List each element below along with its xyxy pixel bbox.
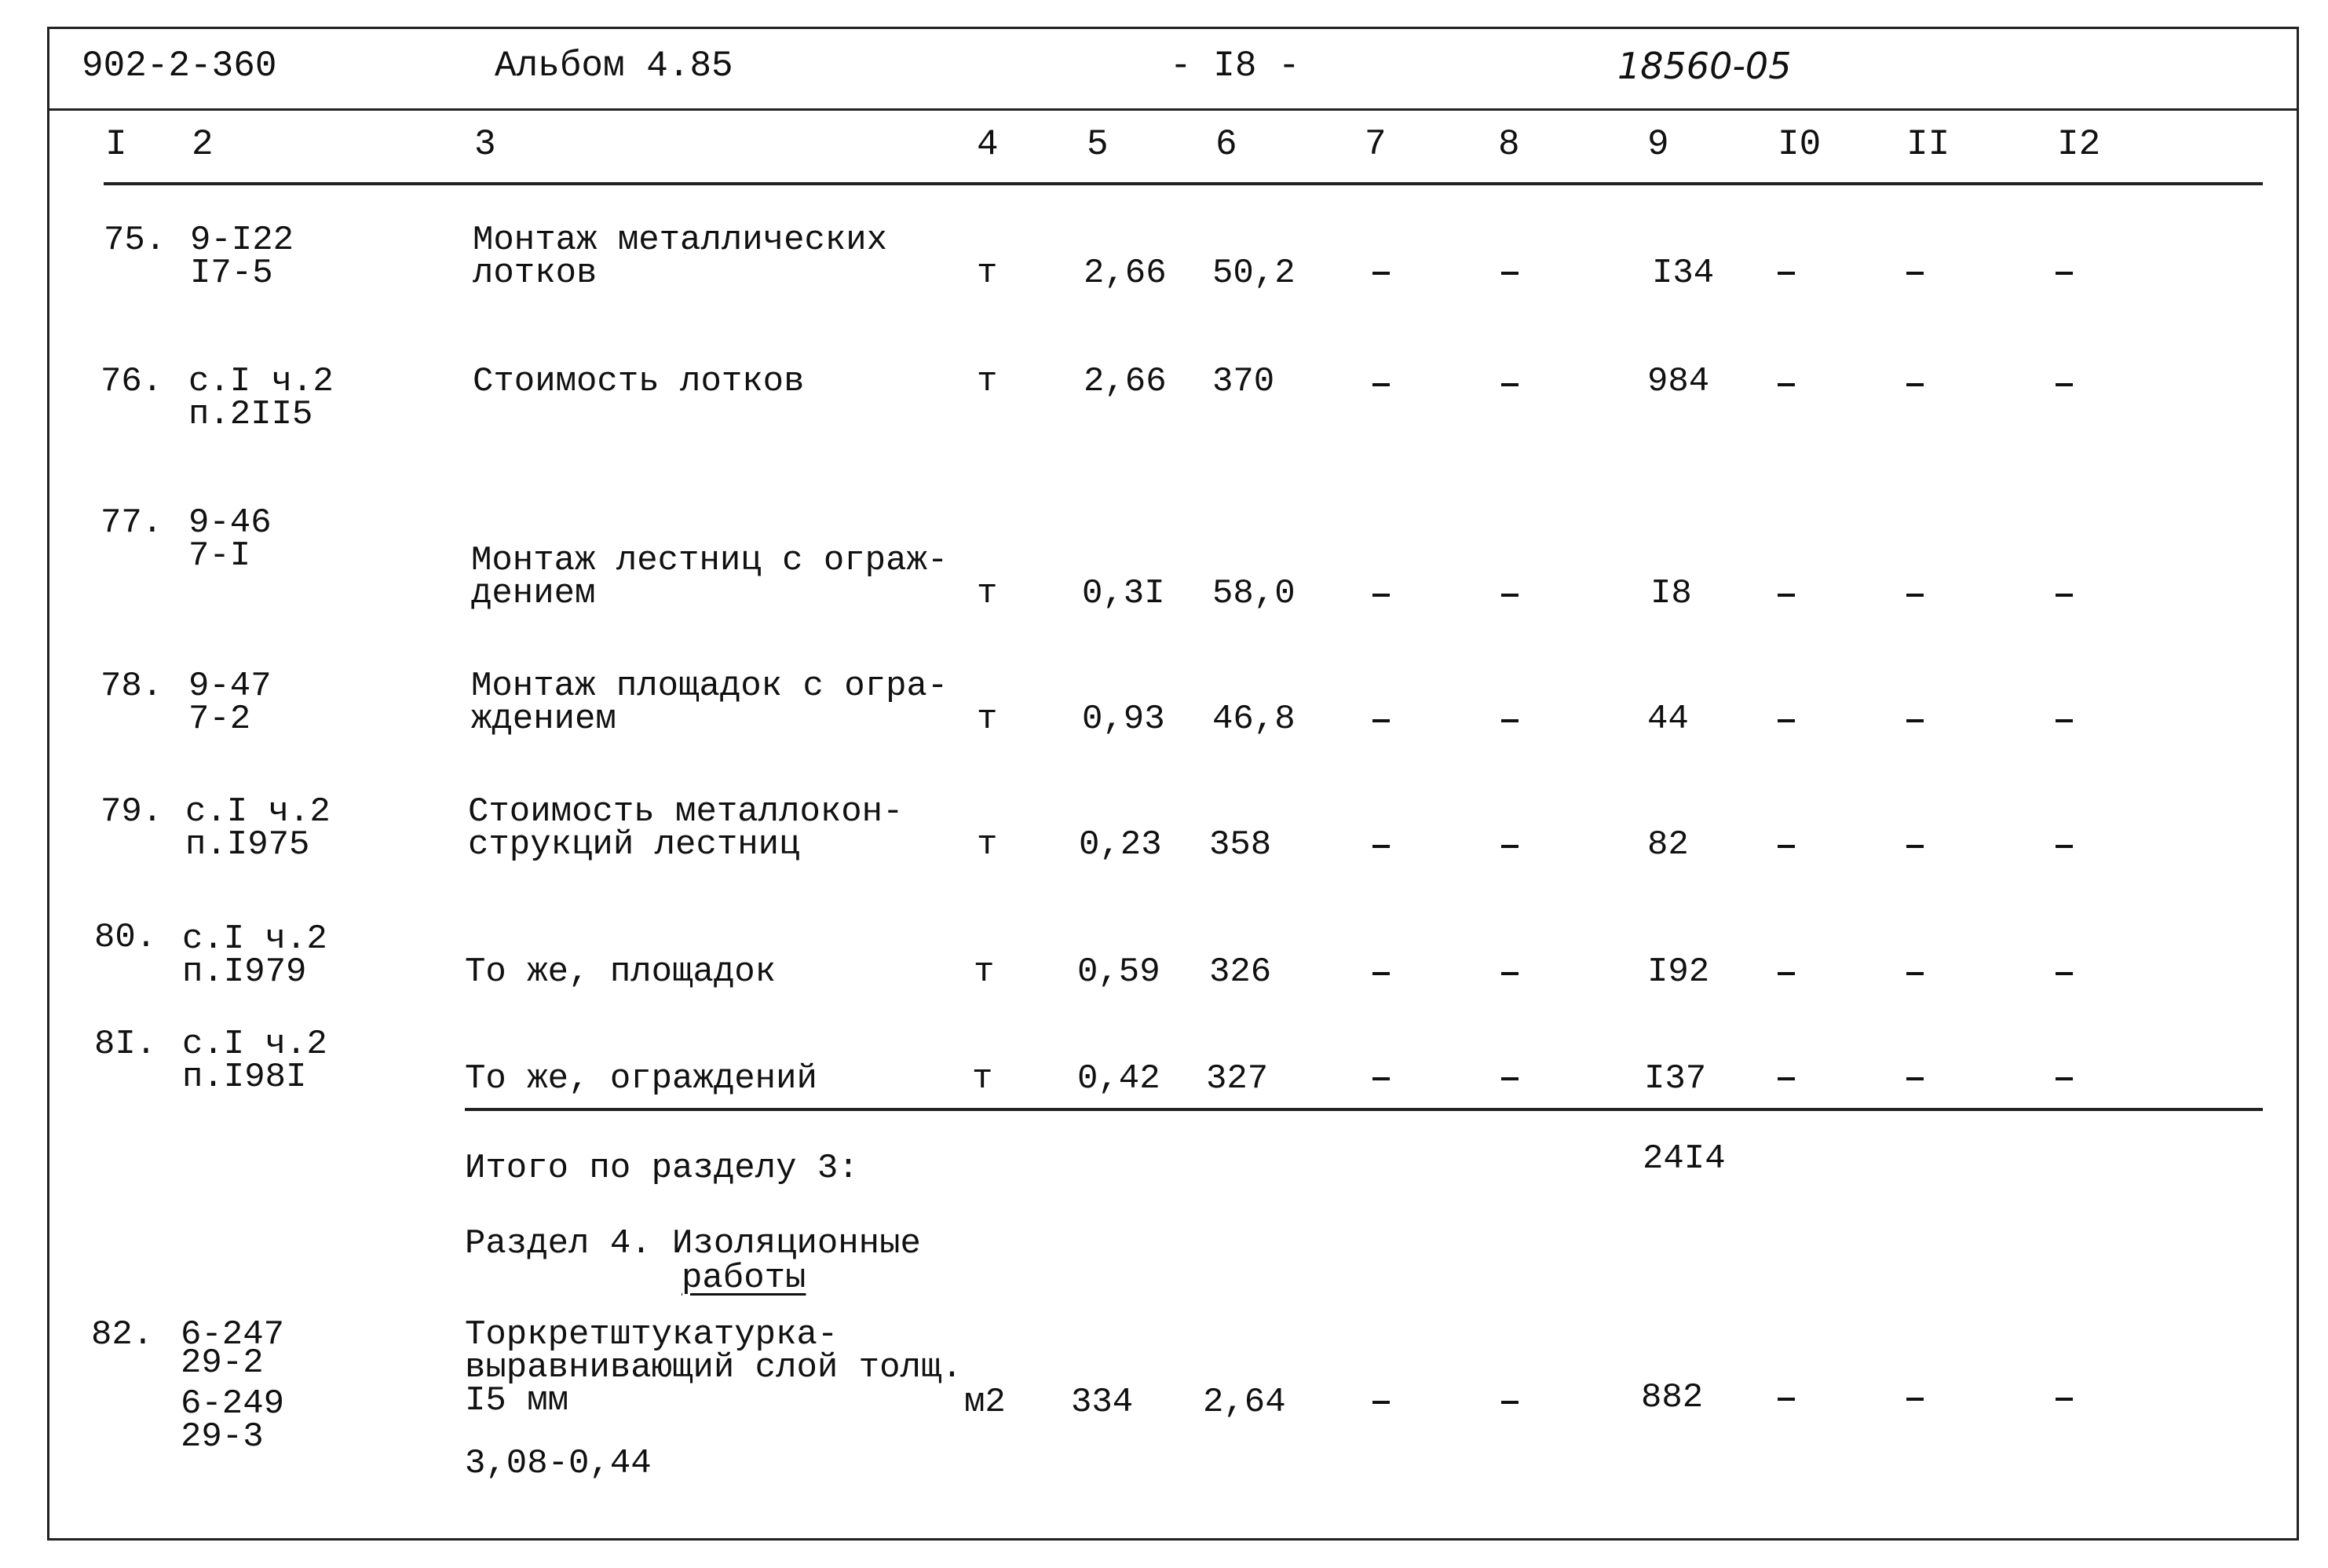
row-reference: 7-I: [188, 536, 251, 576]
row-unit: т: [977, 362, 998, 401]
row-unit-price: 58,0: [1212, 574, 1296, 613]
row-dash: [1906, 972, 1924, 975]
album-number: Альбом 4.85: [495, 46, 733, 86]
row-description: Монтаж металлических: [473, 221, 888, 260]
row-dash: [2056, 272, 2073, 275]
row-reference: 29-3: [181, 1417, 264, 1457]
row-number: 78.: [101, 667, 163, 706]
row-cost: I8: [1650, 574, 1692, 613]
row-reference: 6-249: [181, 1384, 285, 1424]
row-cost: 44: [1647, 700, 1689, 739]
row-reference: 9-46: [188, 503, 272, 543]
row-dash: [2056, 845, 2073, 848]
row-quantity: 0,59: [1077, 952, 1160, 992]
row-dash: [1906, 719, 1924, 722]
row-dash: [1778, 972, 1795, 975]
row-number: 8I.: [94, 1025, 157, 1064]
row-number: 76.: [101, 362, 163, 401]
row-description: Стоимость лотков: [473, 362, 805, 401]
section-heading: Раздел 4. Изоляционные: [465, 1224, 921, 1263]
row-dash: [1372, 719, 1390, 722]
column-header-1: I: [105, 124, 127, 165]
row-reference: с.I ч.2: [182, 919, 327, 959]
row-cost: I92: [1647, 952, 1710, 992]
section-total-label: Итого по разделу 3:: [465, 1149, 859, 1188]
column-header-7: 7: [1365, 124, 1387, 165]
page-number: - I8 -: [1170, 46, 1300, 86]
row-cost: I37: [1644, 1059, 1707, 1098]
row-dash: [1372, 845, 1390, 848]
row-unit: т: [977, 254, 998, 293]
row-dash: [1501, 272, 1518, 275]
header-rule: [47, 108, 2299, 111]
row-dash: [1778, 719, 1795, 722]
row-description: струкций лестниц: [468, 825, 800, 864]
column-header-8: 8: [1498, 124, 1520, 165]
row-reference: 6-247: [181, 1315, 285, 1354]
row-quantity: 2,66: [1084, 362, 1167, 401]
row-reference: 9-I22: [190, 221, 294, 260]
page-frame: [47, 27, 2299, 1541]
row-reference: с.I ч.2: [188, 362, 334, 401]
row-dash: [1372, 594, 1390, 597]
column-header-9: 9: [1647, 124, 1669, 165]
row-dash: [1372, 1077, 1390, 1080]
row-dash: [1906, 594, 1924, 597]
row-description: дением: [471, 574, 596, 613]
row-dash: [1501, 845, 1518, 848]
row-unit-price: 370: [1212, 362, 1275, 401]
row-unit: т: [974, 952, 995, 992]
row-dash: [1778, 1077, 1795, 1080]
row-dash: [1501, 383, 1518, 386]
row-number: 77.: [101, 503, 163, 543]
total-rule: [465, 1108, 2263, 1111]
row-number: 75.: [104, 221, 166, 260]
row-dash: [1372, 272, 1390, 275]
row-dash: [2056, 594, 2073, 597]
column-header-12: I2: [2057, 124, 2101, 165]
row-quantity: 334: [1071, 1383, 1134, 1422]
row-unit: т: [972, 1059, 993, 1098]
section-total-value: 24I4: [1643, 1139, 1726, 1179]
row-cost: 82: [1647, 825, 1689, 864]
row-unit-price: 327: [1206, 1059, 1269, 1098]
row-description: лотков: [473, 254, 598, 293]
row-dash: [1501, 972, 1518, 975]
row-description: Стоимость металлокон-: [468, 792, 904, 832]
row-dash: [1778, 383, 1795, 386]
row-dash: [1778, 272, 1795, 275]
row-unit: т: [977, 700, 998, 739]
row-dash: [2056, 972, 2073, 975]
row-description: То же, площадок: [465, 952, 777, 992]
row-dash: [1906, 383, 1924, 386]
row-unit-price: 326: [1209, 952, 1272, 992]
row-number: 79.: [101, 792, 163, 832]
column-header-6: 6: [1215, 124, 1237, 165]
row-description: Монтаж лестниц с ограж-: [471, 541, 948, 580]
row-reference: I7-5: [190, 254, 273, 293]
row-cost: 882: [1641, 1378, 1704, 1417]
row-description: Торкретштукатурка-: [465, 1315, 839, 1354]
row-unit-price: 2,64: [1203, 1383, 1286, 1422]
row-unit-price: 46,8: [1212, 700, 1296, 739]
row-cost: 984: [1647, 362, 1710, 401]
row-number: 80.: [94, 918, 157, 957]
row-unit-price: 50,2: [1212, 254, 1296, 293]
row-quantity: 0,93: [1082, 700, 1165, 739]
column-header-10: I0: [1778, 124, 1822, 165]
row-description: выравнивающий слой толщ.: [465, 1348, 963, 1387]
row-number: 82.: [91, 1315, 154, 1354]
row-dash: [2056, 719, 2073, 722]
row-reference: п.I975: [185, 825, 310, 864]
row-reference: с.I ч.2: [182, 1025, 327, 1064]
row-dash: [1372, 383, 1390, 386]
document-code: 902-2-360: [82, 46, 277, 86]
row-dash: [1906, 1077, 1924, 1080]
row-dash: [1501, 1077, 1518, 1080]
column-header-2: 2: [192, 124, 214, 165]
section-heading-underlined: работы: [682, 1259, 806, 1298]
row-dash: [1906, 1398, 1924, 1401]
row-reference: п.I98I: [182, 1058, 307, 1097]
column-header-3: 3: [474, 124, 496, 165]
row-dash: [2056, 1077, 2073, 1080]
row-quantity: 0,42: [1077, 1059, 1160, 1098]
row-dash: [2056, 1398, 2073, 1401]
row-quantity: 0,3I: [1082, 574, 1165, 613]
row-reference: п.2II5: [188, 395, 313, 434]
row-dash: [1372, 1401, 1390, 1404]
row-dash: [1501, 1401, 1518, 1404]
column-header-5: 5: [1087, 124, 1109, 165]
row-description: I5 мм: [465, 1381, 569, 1420]
row-formula: 3,08-0,44: [465, 1444, 652, 1483]
handwritten-number: 18560-05: [1617, 45, 1792, 87]
row-quantity: 0,23: [1079, 825, 1162, 864]
row-unit-price: 358: [1209, 825, 1272, 864]
row-dash: [1501, 594, 1518, 597]
row-reference: 9-47: [188, 667, 272, 706]
row-description: Монтаж площадок с огра-: [471, 667, 948, 706]
row-unit: м2: [964, 1383, 1006, 1422]
row-dash: [1906, 272, 1924, 275]
row-dash: [2056, 383, 2073, 386]
row-dash: [1501, 719, 1518, 722]
row-dash: [1372, 972, 1390, 975]
row-reference: 7-2: [188, 700, 251, 739]
row-reference: с.I ч.2: [185, 792, 331, 832]
row-reference: 29-2: [181, 1343, 264, 1383]
row-quantity: 2,66: [1084, 254, 1167, 293]
row-description: ждением: [471, 700, 616, 739]
row-unit: т: [977, 574, 998, 613]
row-description: То же, ограждений: [465, 1059, 817, 1098]
column-header-rule: [104, 182, 2263, 185]
row-dash: [1778, 594, 1795, 597]
column-header-4: 4: [977, 124, 999, 165]
row-dash: [1778, 845, 1795, 848]
row-dash: [1906, 845, 1924, 848]
column-header-11: II: [1906, 124, 1950, 165]
row-unit: т: [977, 825, 998, 864]
row-reference: п.I979: [182, 952, 307, 992]
row-cost: I34: [1652, 254, 1715, 293]
row-dash: [1778, 1398, 1795, 1401]
